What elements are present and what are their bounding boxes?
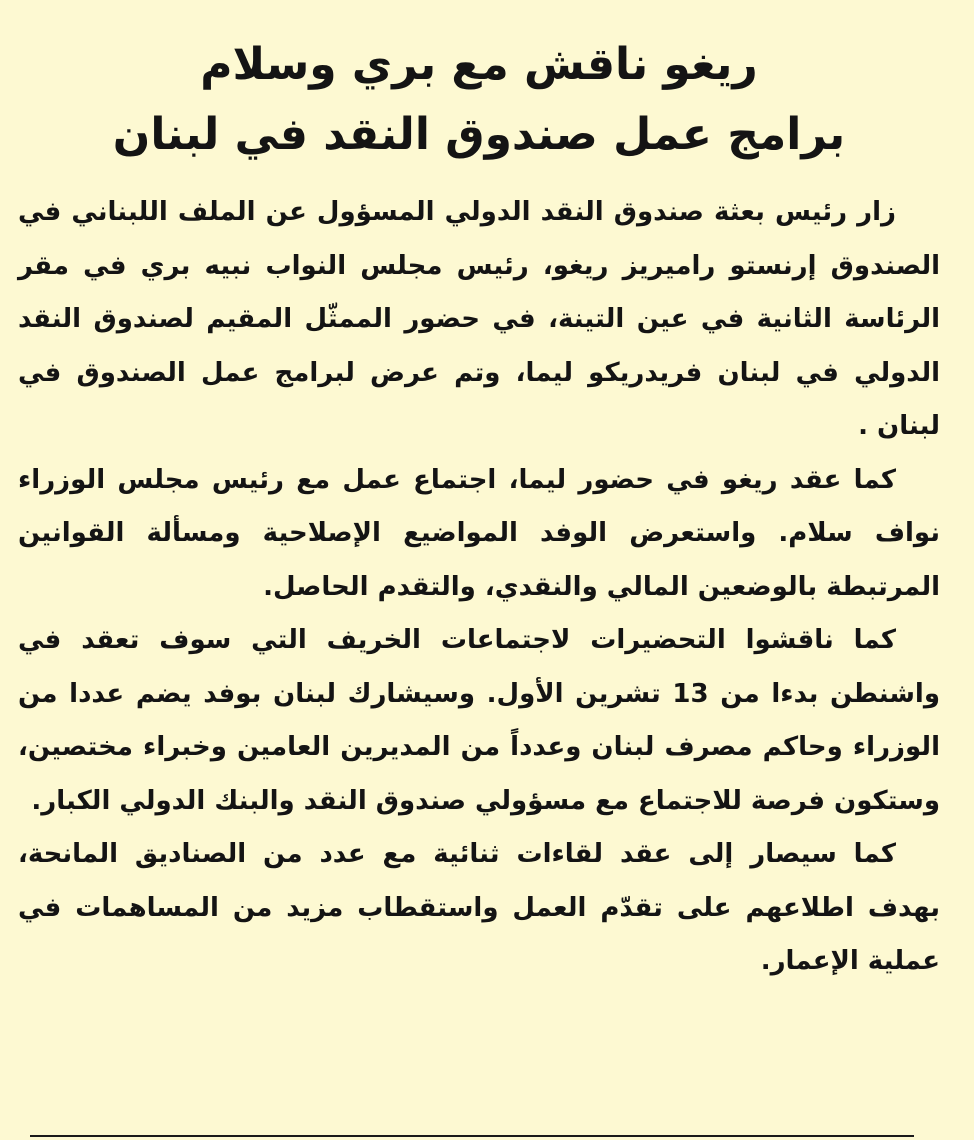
headline-line-1: ريغو ناقش مع بري وسلام [200,39,758,90]
article-body [18,186,940,989]
paragraph-2: كما عقد ريغو في حضور ليما، اجتماع عمل مع رئيس مجلس الوزراء نواف سلام. واستعرض الوفد المواضيع الإصلاحية ومسألة القوانين المرتبطة بالوضعين المالي والنقدي، والتقدم الحاصل. [18,464,940,602]
bottom-divider [30,1135,914,1137]
paragraph-4: كما سيصار إلى عقد لقاءات ثنائية مع عدد من الصناديق المانحة، بهدف اطلاعهم على تقدّم العمل واستقطاب مزيد من المساهمات في عملية الإعمار. [18,839,940,977]
paragraph-1: زار رئيس بعثة صندوق النقد الدولي المسؤول عن الملف اللبناني في الصندوق إرنستو راميريز ريغو، رئيس مجلس النواب نبيه بري في مقر الرئاسة الثانية في عين التينة، في حضور الممثّل المقيم لصندوق النقد الدولي في لبنان فريدريكو ليما، وتم عرض لبرامج عمل الصندوق في لبنان . [18,197,940,442]
paragraph-3: كما ناقشوا التحضيرات لاجتماعات الخريف التي سوف تعقد في واشنطن بدءا من 13 تشرين الأول. وسيشارك لبنان بوفد يضم عددا من الوزراء وحاكم مصرف لبنان وعدداً من المديرين العامين وخبراء مختصين، وستكون فرصة للاجتماع مع مسؤولي صندوق النقد والبنك الدولي الكبار. [18,625,941,816]
headline-line-2: برامج عمل صندوق النقد في لبنان [112,109,846,161]
news-article [18,39,941,989]
